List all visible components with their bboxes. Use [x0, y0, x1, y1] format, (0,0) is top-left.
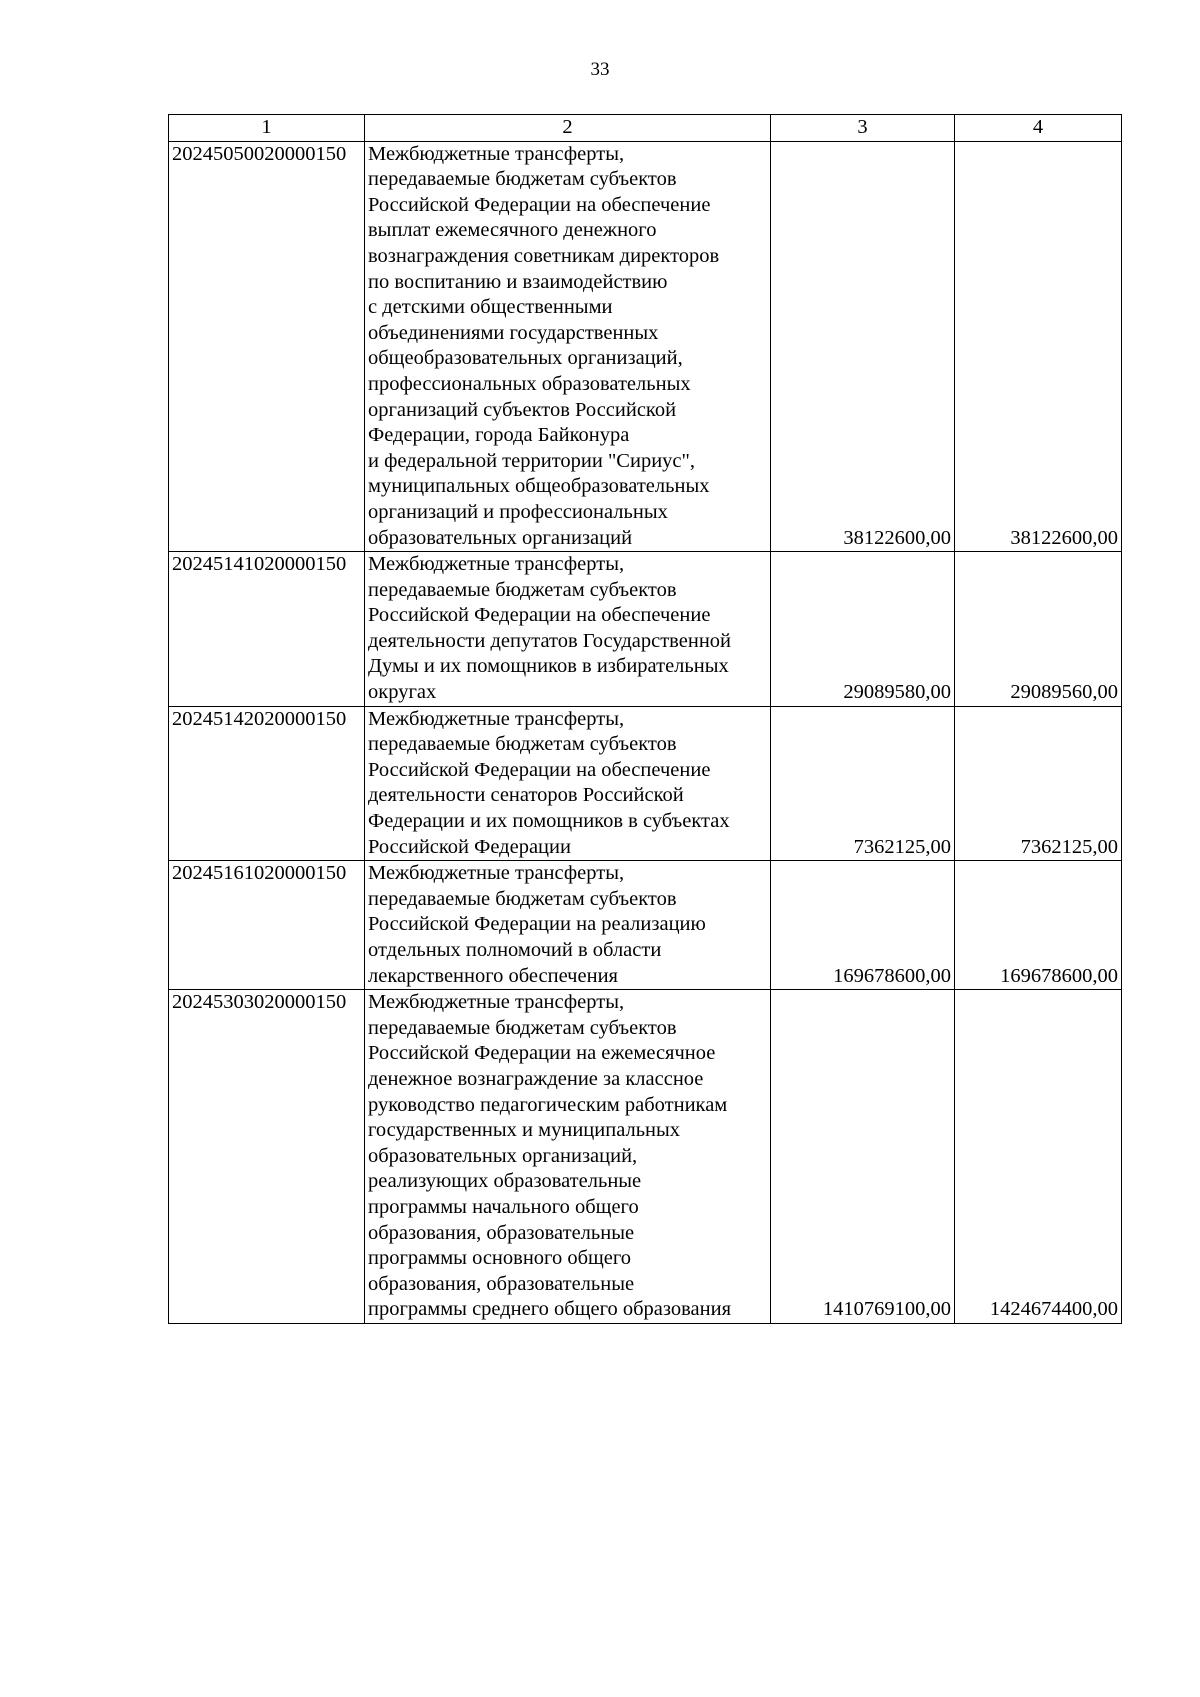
table-row [169, 552, 1122, 707]
column-header-4: 4 [955, 115, 1122, 142]
row-description: Межбюджетные трансферты, передаваемые бюджетам субъектов Российской Федерации на ежемесячное денежное вознаграждение за классное руководство педагогическим работникам государственных и муниципальных образовательных организаций, реализующих образовательные программы начального общего образования, образовательные программы основного общего образования, образовательные программы среднего общего образования [365, 990, 771, 1324]
table-row [169, 706, 1122, 861]
budget-table [168, 114, 1122, 1324]
page-number: 33 [590, 59, 610, 80]
row-value-col4: 29089560,00 [955, 552, 1122, 707]
column-header-2: 2 [365, 115, 771, 142]
column-header-3: 3 [771, 115, 955, 142]
row-value-col4: 1424674400,00 [955, 990, 1122, 1324]
row-description: Межбюджетные трансферты, передаваемые бюджетам субъектов Российской Федерации на реализацию отдельных полномочий в области лекарственного обеспечения [365, 861, 771, 990]
row-description: Межбюджетные трансферты, передаваемые бюджетам субъектов Российской Федерации на обеспечение деятельности сенаторов Российской Федерации и их помощников в субъектах Российской Федерации [365, 706, 771, 861]
row-value-col3: 29089580,00 [771, 552, 955, 707]
row-value-col4: 7362125,00 [955, 706, 1122, 861]
row-code: 20245303020000150 [169, 990, 365, 1324]
table-row [169, 141, 1122, 552]
row-code: 20245141020000150 [169, 552, 365, 707]
table-row [169, 990, 1122, 1324]
row-value-col3: 38122600,00 [771, 141, 955, 552]
table-row [169, 861, 1122, 990]
row-value-col4: 169678600,00 [955, 861, 1122, 990]
row-value-col3: 169678600,00 [771, 861, 955, 990]
row-code: 20245050020000150 [169, 141, 365, 552]
row-value-col3: 1410769100,00 [771, 990, 955, 1324]
table-header-row [169, 115, 1122, 142]
row-code: 20245161020000150 [169, 861, 365, 990]
row-description: Межбюджетные трансферты, передаваемые бюджетам субъектов Российской Федерации на обеспечение выплат ежемесячного денежного вознаграждения советникам директоров по воспитанию и взаимодействию с детскими общественными объединениями государственных общеобразовательных организаций, профессиональных образовательных организаций субъектов Российской Федерации, города Байконура и федеральной территории "Сириус", муниципальных общеобразовательных организаций и профессиональных образовательных организаций [365, 141, 771, 552]
row-description: Межбюджетные трансферты, передаваемые бюджетам субъектов Российской Федерации на обеспечение деятельности депутатов Государственной Думы и их помощников в избирательных округах [365, 552, 771, 707]
column-header-1: 1 [169, 115, 365, 142]
row-value-col4: 38122600,00 [955, 141, 1122, 552]
row-code: 20245142020000150 [169, 706, 365, 861]
row-value-col3: 7362125,00 [771, 706, 955, 861]
